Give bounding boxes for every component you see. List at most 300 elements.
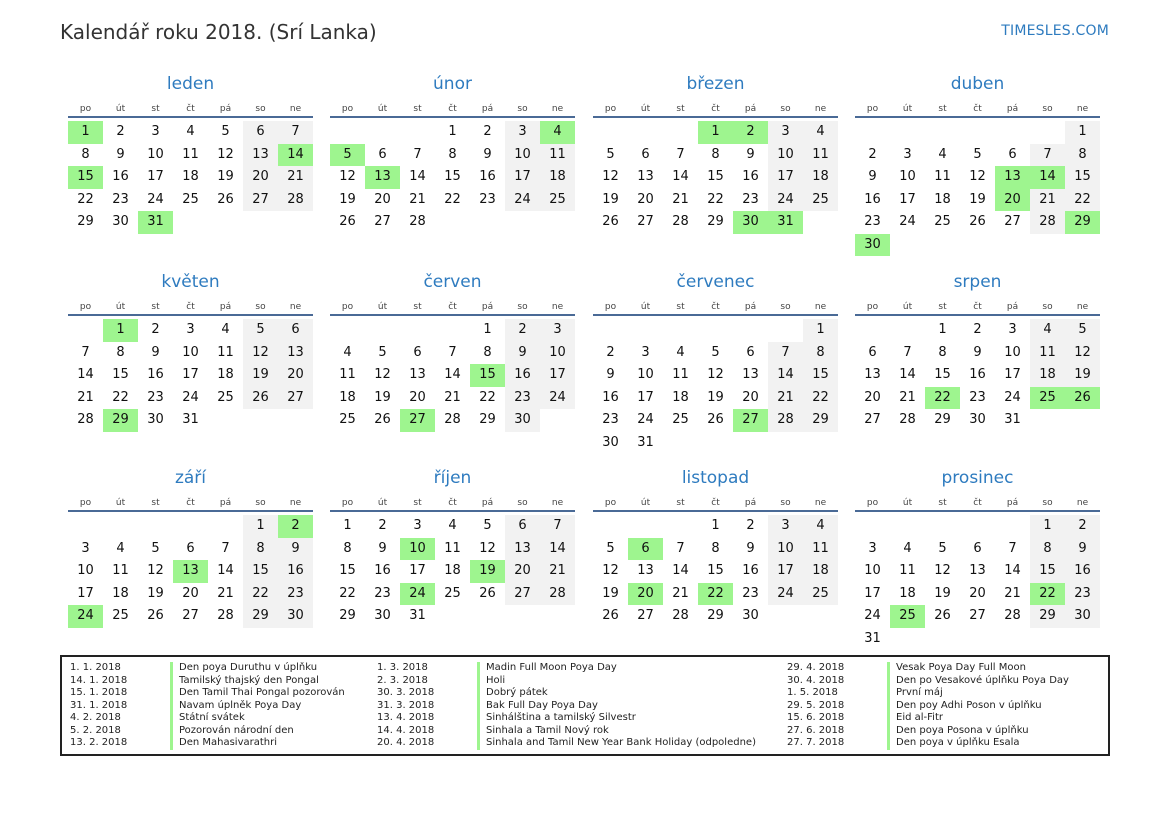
day-cell: 8	[938, 344, 947, 360]
day-cell: 10	[147, 146, 164, 162]
day-cell: 16	[969, 367, 986, 382]
empty-cell	[173, 515, 208, 538]
day-cell: 30	[742, 608, 759, 623]
day-cell: 2	[606, 344, 615, 360]
day-cell: 22	[479, 389, 496, 405]
day-cell: 1	[803, 319, 838, 342]
day-cell: 7	[1030, 144, 1065, 167]
holiday-day: 30	[733, 211, 768, 234]
day-cell: 26	[602, 608, 619, 623]
empty-cell	[960, 515, 995, 538]
day-cell: 13	[409, 367, 426, 382]
day-cell: 16	[112, 169, 129, 184]
day-cell: 28	[672, 214, 689, 229]
holiday-name: Dobrý pátek	[477, 687, 548, 700]
legend-row	[377, 725, 756, 738]
holiday-name: Státní svátek	[170, 712, 245, 725]
day-cell: 18	[672, 389, 689, 405]
day-cell: 8	[711, 540, 720, 556]
day-cell: 21	[540, 560, 575, 583]
day-cell: 17	[540, 364, 575, 387]
holiday-name: Den poy Adhi Poson v úplňku	[887, 700, 1042, 713]
weekday-label: po	[866, 498, 879, 508]
holiday-name: Bak Full Day Poya Day	[477, 700, 598, 713]
day-cell: 1	[711, 518, 720, 533]
holiday-day: 2	[733, 121, 768, 144]
day-cell: 23	[479, 191, 496, 207]
day-cell: 1	[483, 322, 492, 337]
day-cell: 31	[864, 630, 881, 646]
day-cell: 27	[505, 583, 540, 606]
day-cell: 23	[742, 585, 759, 601]
day-cell: 18	[444, 563, 461, 578]
day-cell: 12	[1065, 342, 1100, 365]
weekday-label: st	[413, 302, 422, 312]
empty-cell	[663, 121, 698, 144]
weekday-label: po	[866, 302, 879, 312]
weekday-label: čt	[973, 498, 982, 508]
empty-cell	[593, 319, 628, 342]
weekday-label: ne	[814, 498, 827, 508]
day-cell: 29	[707, 214, 724, 229]
weekday-label: po	[79, 104, 92, 114]
weekday-header	[855, 100, 1100, 118]
holiday-day: 5	[330, 144, 365, 167]
empty-cell	[890, 121, 925, 144]
empty-cell	[435, 319, 470, 342]
day-cell: 23	[278, 583, 313, 606]
holiday-date: 13. 4. 2018	[377, 712, 435, 723]
day-cell: 3	[1008, 322, 1017, 337]
weekday-label: čt	[711, 302, 720, 312]
day-cell: 13	[637, 169, 654, 184]
day-cell: 15	[803, 364, 838, 387]
day-cell: 16	[479, 169, 496, 184]
holiday-day: 15	[68, 166, 103, 189]
weekday-label: po	[604, 498, 617, 508]
day-cell: 15	[1030, 560, 1065, 583]
holiday-day: 22	[698, 583, 733, 606]
day-cell: 7	[221, 540, 230, 556]
day-cell: 2	[151, 322, 160, 337]
weekday-label: ne	[289, 498, 302, 508]
weekday-label: čt	[711, 498, 720, 508]
weekday-label: so	[1042, 498, 1053, 508]
month-duben	[855, 72, 1100, 256]
day-cell: 30	[505, 409, 540, 432]
day-grid	[593, 515, 838, 628]
empty-cell	[103, 515, 138, 538]
day-cell: 5	[243, 319, 278, 342]
weekday-header	[68, 494, 313, 512]
weekday-label: čt	[448, 104, 457, 114]
day-cell: 18	[1030, 364, 1065, 387]
day-cell: 24	[505, 189, 540, 212]
weekday-label: pá	[744, 104, 757, 114]
empty-cell	[925, 121, 960, 144]
day-cell: 31	[182, 412, 199, 427]
day-cell: 6	[746, 344, 755, 360]
holiday-date: 2. 3. 2018	[377, 674, 428, 686]
day-cell: 7	[676, 146, 685, 162]
weekday-header	[855, 298, 1100, 316]
day-cell: 3	[540, 319, 575, 342]
day-cell: 6	[413, 344, 422, 360]
day-cell: 8	[343, 540, 352, 556]
holiday-day: 10	[400, 538, 435, 561]
weekday-label: út	[115, 302, 126, 312]
weekday-label: út	[902, 104, 913, 114]
legend-row	[70, 675, 345, 688]
day-cell: 2	[116, 124, 125, 139]
weekday-label: so	[255, 498, 266, 508]
day-cell: 13	[278, 342, 313, 365]
day-cell: 16	[147, 367, 164, 382]
day-cell: 13	[742, 367, 759, 382]
day-cell: 27	[243, 189, 278, 212]
weekday-label: st	[938, 302, 947, 312]
day-cell: 10	[768, 144, 803, 167]
month-březen	[593, 72, 838, 234]
day-cell: 11	[112, 563, 129, 578]
day-cell: 2	[378, 518, 387, 533]
weekday-label: čt	[186, 104, 195, 114]
day-cell: 14	[899, 367, 916, 382]
empty-cell	[330, 319, 365, 342]
day-cell: 2	[505, 319, 540, 342]
month-září	[68, 466, 313, 628]
day-cell: 7	[676, 540, 685, 556]
holiday-day: 22	[1030, 583, 1065, 606]
day-cell: 7	[413, 146, 422, 162]
day-cell: 19	[147, 585, 164, 601]
day-cell: 17	[864, 585, 881, 601]
weekday-label: út	[377, 302, 388, 312]
weekday-label: st	[151, 104, 160, 114]
day-cell: 12	[479, 540, 496, 556]
holiday-day: 1	[68, 121, 103, 144]
empty-cell	[855, 121, 890, 144]
holiday-date: 14. 4. 2018	[377, 724, 435, 736]
day-cell: 2	[973, 322, 982, 337]
day-cell: 3	[903, 146, 912, 162]
empty-cell	[138, 515, 173, 538]
day-cell: 20	[374, 191, 391, 207]
weekday-label: čt	[186, 302, 195, 312]
day-cell: 29	[707, 608, 724, 623]
day-cell: 28	[1030, 211, 1065, 234]
holiday-name: Tamilský thajský den Pongal	[170, 675, 319, 688]
empty-cell	[208, 515, 243, 538]
day-cell: 1	[938, 322, 947, 337]
weekday-label: ne	[1076, 498, 1089, 508]
month-name: září	[174, 468, 207, 488]
legend-column	[70, 662, 345, 750]
day-cell: 20	[864, 389, 881, 405]
day-cell: 19	[969, 191, 986, 207]
month-name: březen	[686, 74, 745, 94]
weekday-label: pá	[219, 302, 232, 312]
weekday-label: ne	[1076, 302, 1089, 312]
holiday-date: 14. 1. 2018	[70, 674, 128, 686]
day-cell: 16	[278, 560, 313, 583]
day-cell: 17	[77, 585, 94, 601]
day-cell: 4	[676, 344, 685, 360]
day-cell: 16	[505, 364, 540, 387]
weekday-label: út	[902, 302, 913, 312]
day-cell: 17	[505, 166, 540, 189]
day-cell: 29	[243, 605, 278, 628]
day-cell: 1	[1030, 515, 1065, 538]
weekday-label: so	[1042, 104, 1053, 114]
day-cell: 10	[1004, 344, 1021, 360]
empty-cell	[628, 515, 663, 538]
day-cell: 21	[1030, 189, 1065, 212]
weekday-label: so	[780, 104, 791, 114]
day-cell: 4	[903, 540, 912, 556]
day-cell: 9	[868, 169, 877, 184]
empty-cell	[365, 319, 400, 342]
empty-cell	[698, 319, 733, 342]
day-cell: 16	[742, 563, 759, 578]
day-cell: 23	[1065, 583, 1100, 606]
day-cell: 26	[374, 412, 391, 427]
day-cell: 2	[483, 124, 492, 139]
day-cell: 14	[1004, 563, 1021, 578]
day-cell: 19	[602, 585, 619, 601]
day-cell: 28	[899, 412, 916, 427]
holiday-day: 13	[365, 166, 400, 189]
weekday-label: po	[79, 498, 92, 508]
weekday-label: so	[255, 302, 266, 312]
weekday-label: út	[377, 104, 388, 114]
day-cell: 12	[217, 146, 234, 162]
legend-row	[377, 712, 756, 725]
holiday-day: 29	[1065, 211, 1100, 234]
weekday-header	[330, 494, 575, 512]
day-cell: 14	[217, 563, 234, 578]
day-grid	[593, 121, 838, 234]
day-cell: 12	[243, 342, 278, 365]
day-cell: 26	[969, 214, 986, 229]
day-cell: 24	[147, 191, 164, 207]
day-cell: 20	[742, 389, 759, 405]
day-cell: 3	[81, 540, 90, 556]
month-name: listopad	[681, 468, 750, 488]
day-cell: 28	[1004, 608, 1021, 623]
weekday-label: st	[676, 104, 685, 114]
day-cell: 17	[182, 367, 199, 382]
day-grid	[330, 121, 575, 234]
day-cell: 30	[969, 412, 986, 427]
day-cell: 21	[409, 191, 426, 207]
day-cell: 9	[973, 344, 982, 360]
day-cell: 22	[77, 191, 94, 207]
legend-row	[787, 700, 1069, 713]
day-cell: 12	[969, 169, 986, 184]
day-cell: 3	[151, 124, 160, 139]
holiday-name: Den Mahasivarathri	[170, 737, 277, 750]
month-name: květen	[161, 272, 220, 292]
holiday-name: Pozorován národní den	[170, 725, 294, 738]
day-cell: 10	[768, 538, 803, 561]
day-cell: 26	[707, 412, 724, 427]
holiday-date: 27. 7. 2018	[787, 737, 845, 748]
day-cell: 28	[768, 409, 803, 432]
day-cell: 28	[217, 608, 234, 623]
day-cell: 4	[116, 540, 125, 556]
weekday-label: ne	[1076, 104, 1089, 114]
day-cell: 24	[637, 412, 654, 427]
weekday-label: so	[517, 302, 528, 312]
weekday-label: pá	[481, 104, 494, 114]
weekday-label: pá	[219, 498, 232, 508]
weekday-header	[330, 100, 575, 118]
day-cell: 23	[147, 389, 164, 405]
holiday-day: 20	[995, 189, 1030, 212]
holiday-day: 13	[995, 166, 1030, 189]
holiday-day: 31	[768, 211, 803, 234]
legend-row	[787, 662, 1069, 675]
page-title: Kalendář roku 2018. (Srí Lanka)	[60, 20, 377, 44]
holiday-day: 2	[278, 515, 313, 538]
day-cell: 14	[77, 367, 94, 382]
day-cell: 5	[483, 518, 492, 533]
day-cell: 29	[803, 409, 838, 432]
empty-cell	[628, 121, 663, 144]
day-cell: 27	[637, 214, 654, 229]
day-cell: 18	[339, 389, 356, 405]
day-cell: 28	[77, 412, 94, 427]
holiday-day: 6	[628, 538, 663, 561]
day-cell: 25	[182, 191, 199, 207]
day-cell: 15	[707, 563, 724, 578]
day-cell: 15	[934, 367, 951, 382]
weekday-label: st	[413, 104, 422, 114]
weekday-label: po	[341, 302, 354, 312]
weekday-label: pá	[219, 104, 232, 114]
day-cell: 12	[934, 563, 951, 578]
empty-cell	[663, 515, 698, 538]
weekday-label: ne	[551, 302, 564, 312]
day-cell: 16	[1065, 560, 1100, 583]
empty-cell	[995, 515, 1030, 538]
holiday-day: 27	[733, 409, 768, 432]
day-cell: 8	[483, 344, 492, 360]
holiday-name: Eid al-Fitr	[887, 712, 943, 725]
day-cell: 26	[934, 608, 951, 623]
day-cell: 26	[339, 214, 356, 229]
day-cell: 23	[374, 585, 391, 601]
day-cell: 7	[81, 344, 90, 360]
legend-row	[70, 725, 345, 738]
day-cell: 26	[479, 585, 496, 601]
holiday-day: 1	[698, 121, 733, 144]
day-cell: 25	[540, 189, 575, 212]
day-cell: 9	[746, 540, 755, 556]
day-cell: 11	[1030, 342, 1065, 365]
legend-row	[787, 675, 1069, 688]
day-cell: 3	[505, 121, 540, 144]
weekday-header	[330, 298, 575, 316]
day-cell: 9	[116, 146, 125, 162]
day-cell: 18	[112, 585, 129, 601]
weekday-label: po	[341, 104, 354, 114]
day-grid	[330, 319, 575, 432]
day-cell: 5	[151, 540, 160, 556]
weekday-header	[855, 494, 1100, 512]
legend-row	[787, 737, 1069, 750]
day-cell: 18	[217, 367, 234, 382]
empty-cell	[663, 319, 698, 342]
day-cell: 17	[1004, 367, 1021, 382]
day-cell: 11	[803, 538, 838, 561]
weekday-label: pá	[481, 302, 494, 312]
legend-row	[70, 687, 345, 700]
day-cell: 26	[217, 191, 234, 207]
month-listopad	[593, 466, 838, 628]
weekday-label: út	[377, 498, 388, 508]
day-cell: 17	[409, 563, 426, 578]
day-cell: 19	[374, 389, 391, 405]
day-cell: 10	[637, 367, 654, 382]
weekday-label: ne	[814, 104, 827, 114]
day-cell: 6	[378, 146, 387, 162]
empty-cell	[68, 319, 103, 342]
day-cell: 10	[899, 169, 916, 184]
holiday-name: Den poya v úplňku Esala	[887, 737, 1020, 750]
holiday-day: 29	[103, 409, 138, 432]
day-cell: 27	[374, 214, 391, 229]
day-cell: 5	[973, 146, 982, 162]
day-cell: 25	[803, 583, 838, 606]
day-cell: 28	[278, 189, 313, 212]
day-cell: 9	[505, 342, 540, 365]
day-cell: 5	[938, 540, 947, 556]
day-cell: 8	[81, 146, 90, 162]
holiday-legend	[60, 655, 1110, 756]
holiday-date: 13. 2. 2018	[70, 737, 128, 748]
day-cell: 6	[186, 540, 195, 556]
weekday-header	[593, 100, 838, 118]
day-cell: 14	[444, 367, 461, 382]
brand-link[interactable]: TIMESLES.COM	[1001, 23, 1109, 39]
day-cell: 27	[278, 387, 313, 410]
holiday-day: 27	[400, 409, 435, 432]
day-cell: 15	[1065, 166, 1100, 189]
day-cell: 31	[409, 608, 426, 623]
day-cell: 2	[1065, 515, 1100, 538]
legend-row	[377, 675, 756, 688]
day-cell: 27	[864, 412, 881, 427]
holiday-date: 5. 2. 2018	[70, 724, 121, 736]
day-cell: 22	[803, 387, 838, 410]
holiday-name: Vesak Poya Day Full Moon	[887, 662, 1026, 675]
day-grid	[855, 121, 1100, 256]
day-cell: 9	[151, 344, 160, 360]
weekday-label: st	[938, 498, 947, 508]
weekday-label: ne	[289, 302, 302, 312]
weekday-header	[593, 494, 838, 512]
day-cell: 11	[182, 146, 199, 162]
holiday-date: 1. 5. 2018	[787, 687, 838, 698]
day-cell: 5	[606, 540, 615, 556]
day-cell: 4	[221, 322, 230, 337]
holiday-day: 14	[1030, 166, 1065, 189]
day-cell: 20	[243, 166, 278, 189]
day-cell: 13	[864, 367, 881, 382]
weekday-label: út	[902, 498, 913, 508]
